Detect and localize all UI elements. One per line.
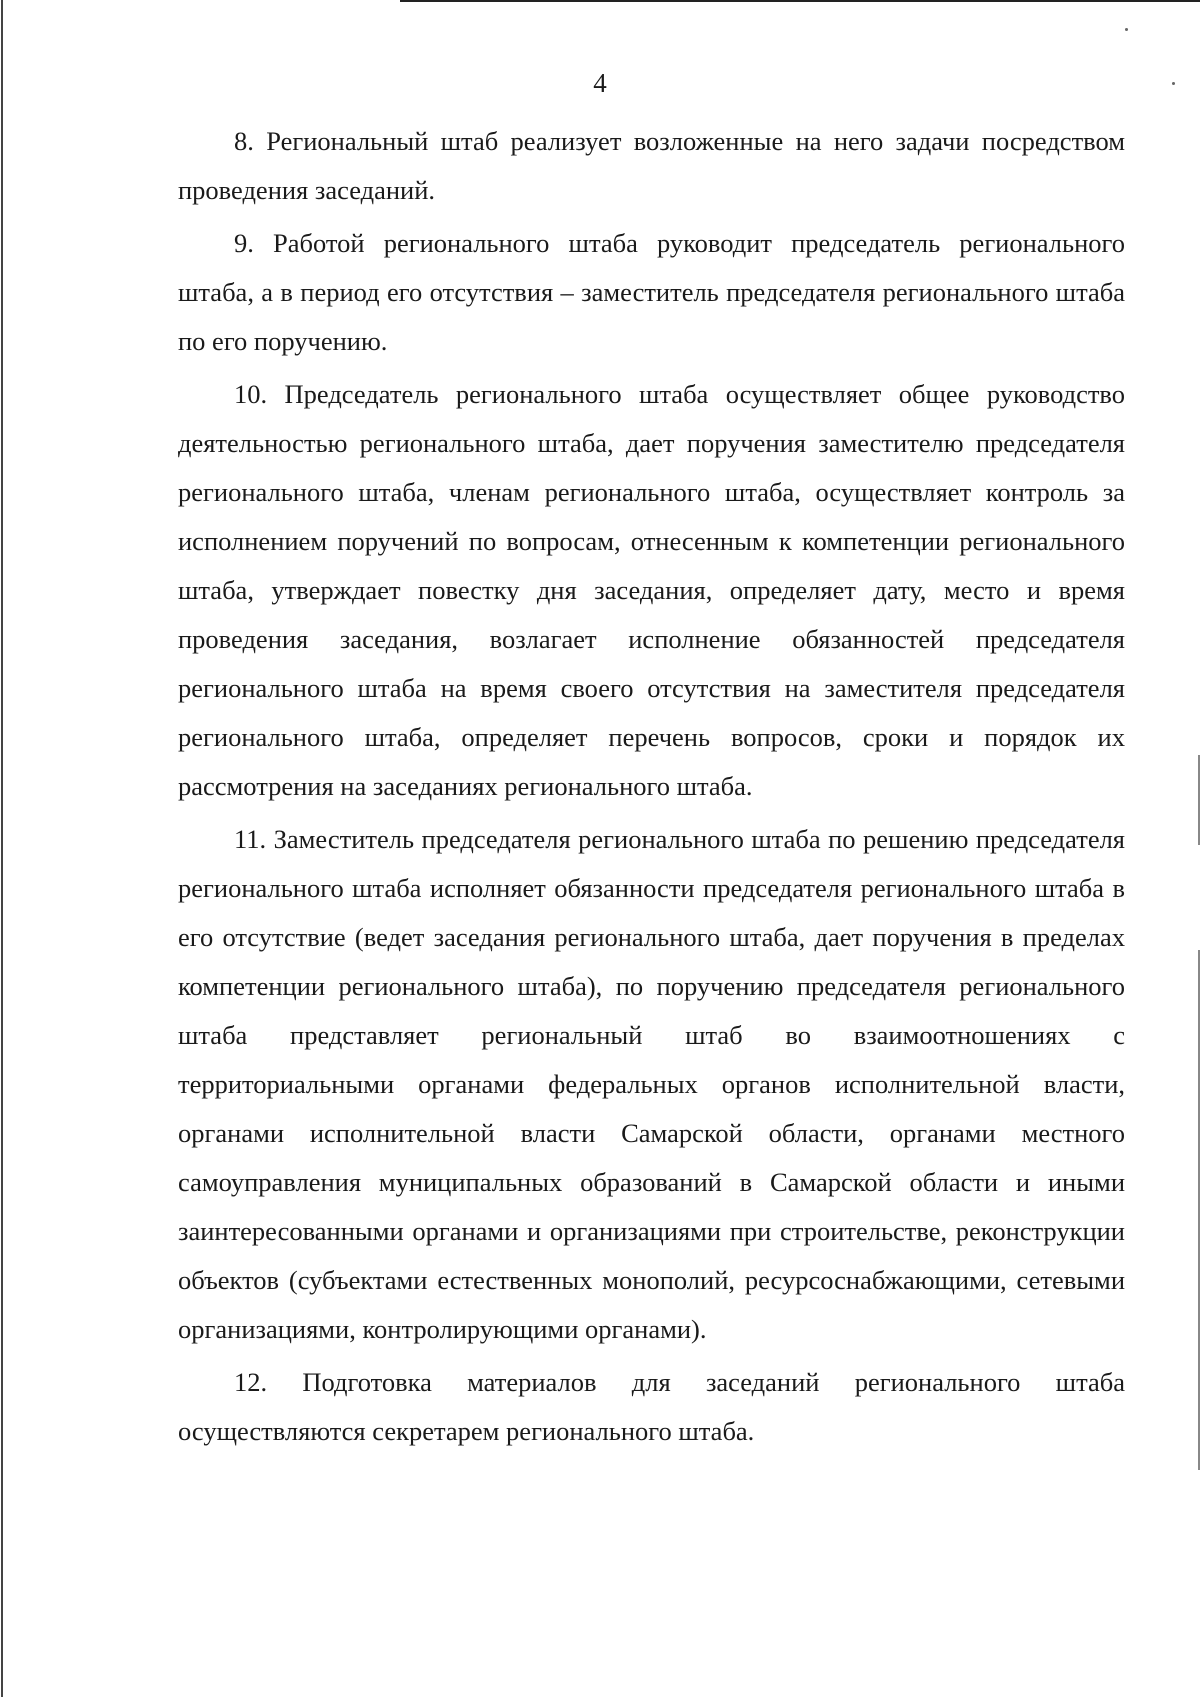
- paragraph-9: 9. Работой регионального штаба руководит председатель регионального штаба, а в период его отсутствия – заместитель председателя регионального штаба по его поручению.: [178, 228, 1125, 356]
- paragraph-11: 11. Заместитель председателя регионального штаба по решению председателя регионального штаба исполняет обязанности председателя регионального штаба в его отсутствие (ведет заседания регионального штаба, дает поручения в пределах компетенции регионального штаба), по поручению председателя регионального штаба представляет региональный штаб во взаимоотношениях с территориальными органами федеральных органов исполнительной власти, органами исполнительной власти Самарской области, органами местного самоуправления муниципальных образований в Самарской области и иными заинтересованными органами и организациями при строительстве, реконструкции объектов (субъектами естественных монополий, ресурсоснабжающими, сетевыми организациями, контролирующими органами).: [178, 824, 1125, 1344]
- paragraph-12: 12. Подготовка материалов для заседаний регионального штаба осуществляются секретарем регионального штаба.: [178, 1367, 1125, 1446]
- document-body: [178, 117, 1125, 1460]
- scan-left-edge: [1, 0, 3, 1697]
- scan-speck: [1125, 28, 1128, 31]
- paragraph-8: 8. Региональный штаб реализует возложенные на него задачи посредством проведения заседаний.: [178, 126, 1125, 205]
- scan-top-rule: [400, 0, 1200, 2]
- page-number: 4: [593, 68, 607, 98]
- paragraph-10: 10. Председатель регионального штаба осуществляет общее руководство деятельностью регионального штаба, дает поручения заместителю председателя регионального штаба, членам регионального штаба, осуществляет контроль за исполнением поручений по вопросам, отнесенным к компетенции регионального штаба, утверждает повестку дня заседания, определяет дату, место и время проведения заседания, возлагает исполнение обязанностей председателя регионального штаба на время своего отсутствия на заместителя председателя регионального штаба, определяет перечень вопросов, сроки и порядок их рассмотрения на заседаниях регионального штаба.: [178, 379, 1125, 801]
